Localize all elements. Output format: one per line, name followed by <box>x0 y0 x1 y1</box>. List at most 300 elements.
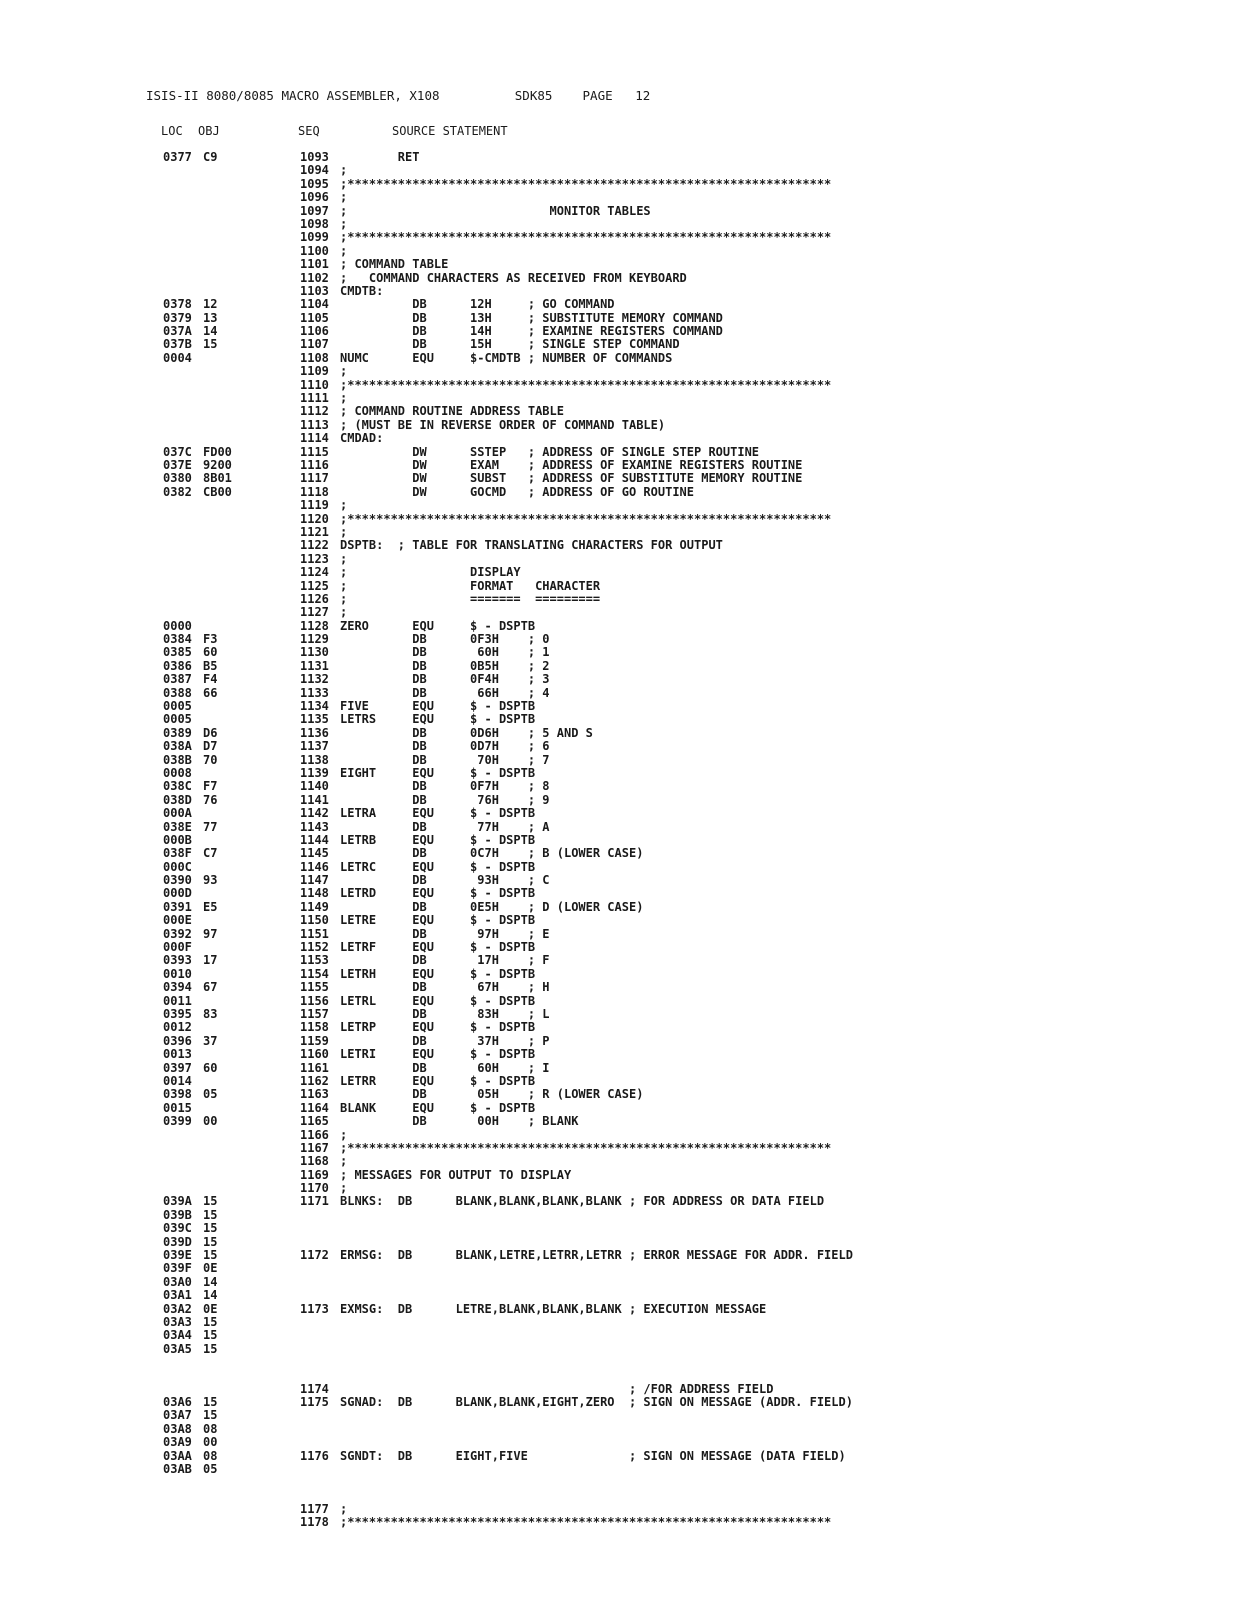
listing-line <box>0 499 1237 512</box>
listing-line <box>0 981 1237 994</box>
listing-line <box>0 446 1237 459</box>
source-cell: ; <box>340 1154 348 1169</box>
seq-cell: 1137 <box>300 739 329 754</box>
listing-line <box>0 1129 1237 1142</box>
seq-cell: 1159 <box>300 1033 329 1048</box>
source-cell: ;******************************************************************* <box>340 1140 832 1155</box>
obj-cell: 9200 <box>203 457 232 472</box>
listing-line <box>0 1343 1237 1356</box>
obj-cell: 8B01 <box>203 471 232 486</box>
listing-line <box>0 914 1237 927</box>
source-cell: DB 0F3H ; 0 <box>340 632 550 647</box>
obj-cell: 14 <box>203 1288 218 1303</box>
listing-line <box>0 231 1237 244</box>
loc-cell: 0392 <box>163 926 192 941</box>
listing-line <box>0 1289 1237 1302</box>
seq-cell: 1140 <box>300 779 329 794</box>
seq-cell: 1172 <box>300 1248 329 1263</box>
source-cell: ;******************************************************************* <box>340 176 832 191</box>
source-cell: ; COMMAND ROUTINE ADDRESS TABLE <box>340 404 564 419</box>
listing-line <box>0 1436 1237 1449</box>
obj-cell: 77 <box>203 819 218 834</box>
loc-cell: 0391 <box>163 899 192 914</box>
seq-cell: 1178 <box>300 1515 329 1530</box>
listing-line <box>0 1276 1237 1289</box>
listing-line <box>0 352 1237 365</box>
seq-cell: 1114 <box>300 431 329 446</box>
seq-cell: 1127 <box>300 605 329 620</box>
listing-line <box>0 1062 1237 1075</box>
source-cell: LETRD EQU $ - DSPTB <box>340 886 536 901</box>
listing-line <box>0 405 1237 418</box>
seq-cell: 1165 <box>300 1114 329 1129</box>
loc-cell: 0379 <box>163 310 192 325</box>
listing-line <box>0 740 1237 753</box>
listing-line <box>0 365 1237 378</box>
listing-line <box>0 553 1237 566</box>
listing-line <box>0 1316 1237 1329</box>
listing-line <box>0 325 1237 338</box>
seq-cell: 1107 <box>300 337 329 352</box>
listing-line <box>0 660 1237 673</box>
obj-cell: 15 <box>203 1395 218 1410</box>
seq-cell: 1174 <box>300 1381 329 1396</box>
listing-line <box>0 606 1237 619</box>
source-cell: DB 17H ; F <box>340 953 550 968</box>
seq-cell: 1169 <box>300 1167 329 1182</box>
loc-cell: 000C <box>163 859 192 874</box>
loc-cell: 039C <box>163 1221 192 1236</box>
loc-cell: 0384 <box>163 632 192 647</box>
listing-line <box>0 1236 1237 1249</box>
listing-line <box>0 713 1237 726</box>
seq-cell: 1106 <box>300 324 329 339</box>
listing-line <box>0 1383 1237 1396</box>
seq-cell: 1134 <box>300 699 329 714</box>
seq-cell: 1125 <box>300 578 329 593</box>
seq-cell: 1095 <box>300 176 329 191</box>
seq-cell: 1135 <box>300 712 329 727</box>
loc-cell: 03AB <box>163 1462 192 1476</box>
seq-cell: 1124 <box>300 565 329 580</box>
source-cell: DW EXAM ; ADDRESS OF EXAMINE REGISTERS ROUTINE <box>340 457 803 472</box>
listing-line <box>0 794 1237 807</box>
source-cell: ; DISPLAY <box>340 565 521 580</box>
source-cell: ; (MUST BE IN REVERSE ORDER OF COMMAND TABLE) <box>340 417 666 432</box>
source-cell: ; <box>340 498 348 513</box>
listing-line <box>0 1088 1237 1101</box>
seq-cell: 1112 <box>300 404 329 419</box>
listing-line <box>0 861 1237 874</box>
loc-cell: 0389 <box>163 725 192 740</box>
listing-line <box>0 1423 1237 1436</box>
obj-cell: 66 <box>203 685 218 700</box>
seq-cell: 1177 <box>300 1501 329 1516</box>
listing-line <box>0 727 1237 740</box>
seq-cell: 1142 <box>300 806 329 821</box>
source-cell: BLNKS: DB BLANK,BLANK,BLANK,BLANK ; FOR ADDRESS OR DATA FIELD <box>340 1194 825 1209</box>
listing-line <box>0 285 1237 298</box>
listing-line <box>0 593 1237 606</box>
seq-cell: 1160 <box>300 1047 329 1062</box>
obj-cell: 15 <box>203 1328 218 1343</box>
seq-cell: 1145 <box>300 846 329 861</box>
seq-cell: 1171 <box>300 1194 329 1209</box>
obj-cell: B5 <box>203 658 218 673</box>
loc-cell: 0395 <box>163 1007 192 1021</box>
listing-line <box>0 1249 1237 1262</box>
source-cell: LETRF EQU $ - DSPTB <box>340 940 536 955</box>
listing-line <box>0 1303 1237 1316</box>
listing-line <box>0 392 1237 405</box>
seq-cell: 1094 <box>300 163 329 178</box>
loc-cell: 0390 <box>163 873 192 888</box>
obj-cell: 60 <box>203 645 218 660</box>
obj-cell: 14 <box>203 1274 218 1289</box>
seq-cell: 1133 <box>300 685 329 700</box>
listing-line <box>0 258 1237 271</box>
listing-line <box>0 821 1237 834</box>
source-cell: DB 0B5H ; 2 <box>340 658 550 673</box>
listing-line <box>0 1222 1237 1235</box>
source-cell: ; <box>340 216 348 231</box>
source-cell: DW SUBST ; ADDRESS OF SUBSTITUTE MEMORY ROUTINE <box>340 471 803 486</box>
listing-line <box>0 1115 1237 1128</box>
listing-line <box>0 1409 1237 1422</box>
obj-cell: 13 <box>203 310 218 325</box>
seq-cell: 1126 <box>300 591 329 606</box>
loc-cell: 039E <box>163 1248 192 1263</box>
loc-cell: 0008 <box>163 765 192 780</box>
listing-line <box>0 1503 1237 1516</box>
obj-cell: 15 <box>203 1234 218 1249</box>
seq-cell: 1168 <box>300 1154 329 1169</box>
seq-cell: 1129 <box>300 632 329 647</box>
loc-column-header: LOC <box>161 124 183 138</box>
obj-cell: E5 <box>203 899 218 914</box>
seq-cell: 1143 <box>300 819 329 834</box>
source-cell: CMDTB: <box>340 283 384 298</box>
seq-cell: 1100 <box>300 243 329 258</box>
loc-cell: 03A8 <box>163 1421 192 1436</box>
source-cell: LETRB EQU $ - DSPTB <box>340 832 536 847</box>
source-cell: DB 60H ; I <box>340 1060 550 1075</box>
loc-cell: 037A <box>163 324 192 339</box>
loc-cell: 0013 <box>163 1047 192 1062</box>
listing-line <box>0 459 1237 472</box>
listing-line <box>0 700 1237 713</box>
seq-cell: 1156 <box>300 993 329 1008</box>
loc-cell: 0012 <box>163 1020 192 1035</box>
loc-cell: 03A3 <box>163 1314 192 1329</box>
listing-line <box>0 178 1237 191</box>
obj-cell: 15 <box>203 1207 218 1222</box>
source-cell: ERMSG: DB BLANK,LETRE,LETRR,LETRR ; ERROR MESSAGE FOR ADDR. FIELD <box>340 1248 853 1263</box>
listing-line <box>0 205 1237 218</box>
seq-cell: 1130 <box>300 645 329 660</box>
source-cell: ; <box>340 1501 348 1516</box>
listing-line <box>0 1182 1237 1195</box>
seq-cell: 1128 <box>300 618 329 633</box>
loc-cell: 03A2 <box>163 1301 192 1316</box>
listing-line <box>0 941 1237 954</box>
loc-cell: 03A1 <box>163 1288 192 1303</box>
loc-cell: 038D <box>163 792 192 807</box>
listing-line <box>0 673 1237 686</box>
obj-cell: 05 <box>203 1462 218 1476</box>
source-cell: ; <box>340 1127 348 1142</box>
source-cell: DB 66H ; 4 <box>340 685 550 700</box>
seq-cell: 1111 <box>300 391 329 406</box>
source-cell: LETRE EQU $ - DSPTB <box>340 913 536 928</box>
source-cell: DB 15H ; SINGLE STEP COMMAND <box>340 337 680 352</box>
seq-cell: 1109 <box>300 364 329 379</box>
seq-cell: 1147 <box>300 873 329 888</box>
source-cell: DSPTB: ; TABLE FOR TRANSLATING CHARACTERS FOR OUTPUT <box>340 538 723 553</box>
source-cell: DB 00H ; BLANK <box>340 1114 579 1129</box>
listing-line <box>0 847 1237 860</box>
seq-cell: 1141 <box>300 792 329 807</box>
seq-cell: 1096 <box>300 190 329 205</box>
loc-cell: 0014 <box>163 1073 192 1088</box>
listing-line <box>0 1329 1237 1342</box>
loc-cell: 03A6 <box>163 1395 192 1410</box>
loc-cell: 0388 <box>163 685 192 700</box>
seq-cell: 1157 <box>300 1007 329 1021</box>
loc-cell: 03A4 <box>163 1328 192 1343</box>
loc-cell: 038F <box>163 846 192 861</box>
obj-cell: 15 <box>203 337 218 352</box>
assembler-title: ISIS-II 8080/8085 MACRO ASSEMBLER, X108 <box>146 88 440 103</box>
obj-cell: 15 <box>203 1314 218 1329</box>
seq-cell: 1122 <box>300 538 329 553</box>
loc-cell: 038B <box>163 752 192 767</box>
listing-line <box>0 1463 1237 1476</box>
listing-line <box>0 1262 1237 1275</box>
seq-cell: 1154 <box>300 966 329 981</box>
loc-cell: 0380 <box>163 471 192 486</box>
source-cell: ; <box>340 391 348 406</box>
obj-cell: 97 <box>203 926 218 941</box>
loc-cell: 0378 <box>163 297 192 312</box>
listing-line <box>0 968 1237 981</box>
seq-cell: 1123 <box>300 551 329 566</box>
listing-line <box>0 887 1237 900</box>
loc-cell: 0377 <box>163 150 192 164</box>
source-cell: DB 0D6H ; 5 AND S <box>340 725 593 740</box>
assembly-listing <box>0 151 1237 1530</box>
obj-column-header: OBJ <box>198 124 220 138</box>
source-cell: SGNAD: DB BLANK,BLANK,EIGHT,ZERO ; SIGN ON MESSAGE (ADDR. FIELD) <box>340 1395 853 1410</box>
source-cell: ; <box>340 605 348 620</box>
seq-cell: 1161 <box>300 1060 329 1075</box>
listing-line <box>0 1169 1237 1182</box>
listing-line <box>0 633 1237 646</box>
source-cell: ;******************************************************************* <box>340 511 832 526</box>
loc-cell: 0015 <box>163 1100 192 1115</box>
seq-cell: 1097 <box>300 203 329 218</box>
source-cell: ; ======= ========= <box>340 591 601 606</box>
listing-line <box>0 164 1237 177</box>
source-cell: EIGHT EQU $ - DSPTB <box>340 765 536 780</box>
obj-cell: 70 <box>203 752 218 767</box>
obj-cell: 15 <box>203 1408 218 1423</box>
obj-cell: 00 <box>203 1435 218 1450</box>
source-cell: DB 77H ; A <box>340 819 550 834</box>
seq-cell: 1170 <box>300 1181 329 1196</box>
loc-cell: 039D <box>163 1234 192 1249</box>
loc-cell: 0382 <box>163 484 192 499</box>
source-column-header: SOURCE STATEMENT <box>392 124 508 138</box>
source-cell: ; <box>340 524 348 539</box>
obj-cell: 76 <box>203 792 218 807</box>
loc-cell: 037B <box>163 337 192 352</box>
loc-cell: 0394 <box>163 980 192 995</box>
obj-cell: 15 <box>203 1221 218 1236</box>
obj-cell: 0E <box>203 1261 218 1276</box>
loc-cell: 0399 <box>163 1114 192 1129</box>
listing-line <box>0 767 1237 780</box>
listing-line <box>0 1021 1237 1034</box>
source-cell: ; <box>340 190 348 205</box>
source-cell: ; <box>340 243 348 258</box>
listing-line <box>0 1450 1237 1463</box>
seq-cell: 1120 <box>300 511 329 526</box>
loc-cell: 0397 <box>163 1060 192 1075</box>
loc-cell: 0005 <box>163 712 192 727</box>
listing-line <box>0 432 1237 445</box>
module-name: SDK85 <box>514 88 553 103</box>
listing-line <box>0 754 1237 767</box>
obj-cell: 60 <box>203 1060 218 1075</box>
loc-cell: 037C <box>163 444 192 459</box>
seq-cell: 1149 <box>300 899 329 914</box>
listing-line <box>0 807 1237 820</box>
loc-cell: 03AA <box>163 1448 192 1463</box>
seq-cell: 1144 <box>300 832 329 847</box>
loc-cell: 03A9 <box>163 1435 192 1450</box>
source-cell: ; <box>340 551 348 566</box>
listing-line <box>0 874 1237 887</box>
source-cell: ; FORMAT CHARACTER <box>340 578 601 593</box>
source-cell: DB 76H ; 9 <box>340 792 550 807</box>
listing-line <box>0 646 1237 659</box>
source-cell: DW GOCMD ; ADDRESS OF GO ROUTINE <box>340 484 695 499</box>
loc-cell: 037E <box>163 457 192 472</box>
seq-cell: 1104 <box>300 297 329 312</box>
seq-cell: 1108 <box>300 350 329 365</box>
listing-line <box>0 687 1237 700</box>
obj-cell: 08 <box>203 1421 218 1436</box>
source-cell: DB 0C7H ; B (LOWER CASE) <box>340 846 644 861</box>
source-cell: RET <box>340 150 420 164</box>
listing-line <box>0 419 1237 432</box>
loc-cell: 038C <box>163 779 192 794</box>
obj-cell: CB00 <box>203 484 232 499</box>
seq-cell: 1098 <box>300 216 329 231</box>
source-cell: DB 97H ; E <box>340 926 550 941</box>
seq-cell: 1093 <box>300 150 329 164</box>
listing-line <box>0 1142 1237 1155</box>
seq-cell: 1176 <box>300 1448 329 1463</box>
source-cell: DW SSTEP ; ADDRESS OF SINGLE STEP ROUTINE <box>340 444 760 459</box>
obj-cell: 00 <box>203 1114 218 1129</box>
obj-cell: C9 <box>203 150 218 164</box>
obj-cell: 05 <box>203 1087 218 1102</box>
source-cell: DB 0F4H ; 3 <box>340 672 550 687</box>
source-cell: DB 67H ; H <box>340 980 550 995</box>
listing-line <box>0 580 1237 593</box>
seq-cell: 1162 <box>300 1073 329 1088</box>
loc-cell: 039F <box>163 1261 192 1276</box>
loc-cell: 000A <box>163 806 192 821</box>
obj-cell: C7 <box>203 846 218 861</box>
loc-cell: 03A7 <box>163 1408 192 1423</box>
source-cell: DB 37H ; P <box>340 1033 550 1048</box>
source-cell: ;******************************************************************* <box>340 230 832 245</box>
source-cell: EXMSG: DB LETRE,BLANK,BLANK,BLANK ; EXECUTION MESSAGE <box>340 1301 767 1316</box>
seq-cell: 1136 <box>300 725 329 740</box>
listing-line <box>0 620 1237 633</box>
loc-cell: 039A <box>163 1194 192 1209</box>
listing-line <box>0 954 1237 967</box>
obj-cell: 17 <box>203 953 218 968</box>
seq-cell: 1115 <box>300 444 329 459</box>
source-cell: DB 60H ; 1 <box>340 645 550 660</box>
seq-cell: 1103 <box>300 283 329 298</box>
seq-cell: 1155 <box>300 980 329 995</box>
seq-cell: 1167 <box>300 1140 329 1155</box>
seq-cell: 1173 <box>300 1301 329 1316</box>
source-cell: DB 0F7H ; 8 <box>340 779 550 794</box>
obj-cell: F4 <box>203 672 218 687</box>
obj-cell: 15 <box>203 1248 218 1263</box>
obj-cell: 67 <box>203 980 218 995</box>
seq-column-header: SEQ <box>298 124 320 138</box>
listing-line <box>0 312 1237 325</box>
loc-cell: 038E <box>163 819 192 834</box>
obj-cell: D7 <box>203 739 218 754</box>
source-cell: DB 05H ; R (LOWER CASE) <box>340 1087 644 1102</box>
obj-cell: 15 <box>203 1194 218 1209</box>
loc-cell: 0005 <box>163 699 192 714</box>
listing-line <box>0 151 1237 164</box>
obj-cell: 08 <box>203 1448 218 1463</box>
loc-cell: 0385 <box>163 645 192 660</box>
listing-line <box>0 834 1237 847</box>
source-cell: BLANK EQU $ - DSPTB <box>340 1100 536 1115</box>
listing-line <box>0 472 1237 485</box>
listing-line <box>0 1008 1237 1021</box>
listing-line <box>0 245 1237 258</box>
loc-cell: 0396 <box>163 1033 192 1048</box>
loc-cell: 000E <box>163 913 192 928</box>
source-cell: DB 0D7H ; 6 <box>340 739 550 754</box>
source-cell: ZERO EQU $ - DSPTB <box>340 618 536 633</box>
listing-line <box>0 1155 1237 1168</box>
obj-cell: FD00 <box>203 444 232 459</box>
listing-line <box>0 338 1237 351</box>
source-cell: DB 12H ; GO COMMAND <box>340 297 615 312</box>
seq-cell: 1152 <box>300 940 329 955</box>
source-cell: DB 13H ; SUBSTITUTE MEMORY COMMAND <box>340 310 723 325</box>
seq-cell: 1132 <box>300 672 329 687</box>
source-cell: CMDAD: <box>340 431 384 446</box>
seq-cell: 1150 <box>300 913 329 928</box>
obj-cell: 15 <box>203 1341 218 1356</box>
seq-cell: 1116 <box>300 457 329 472</box>
listing-line <box>0 1048 1237 1061</box>
